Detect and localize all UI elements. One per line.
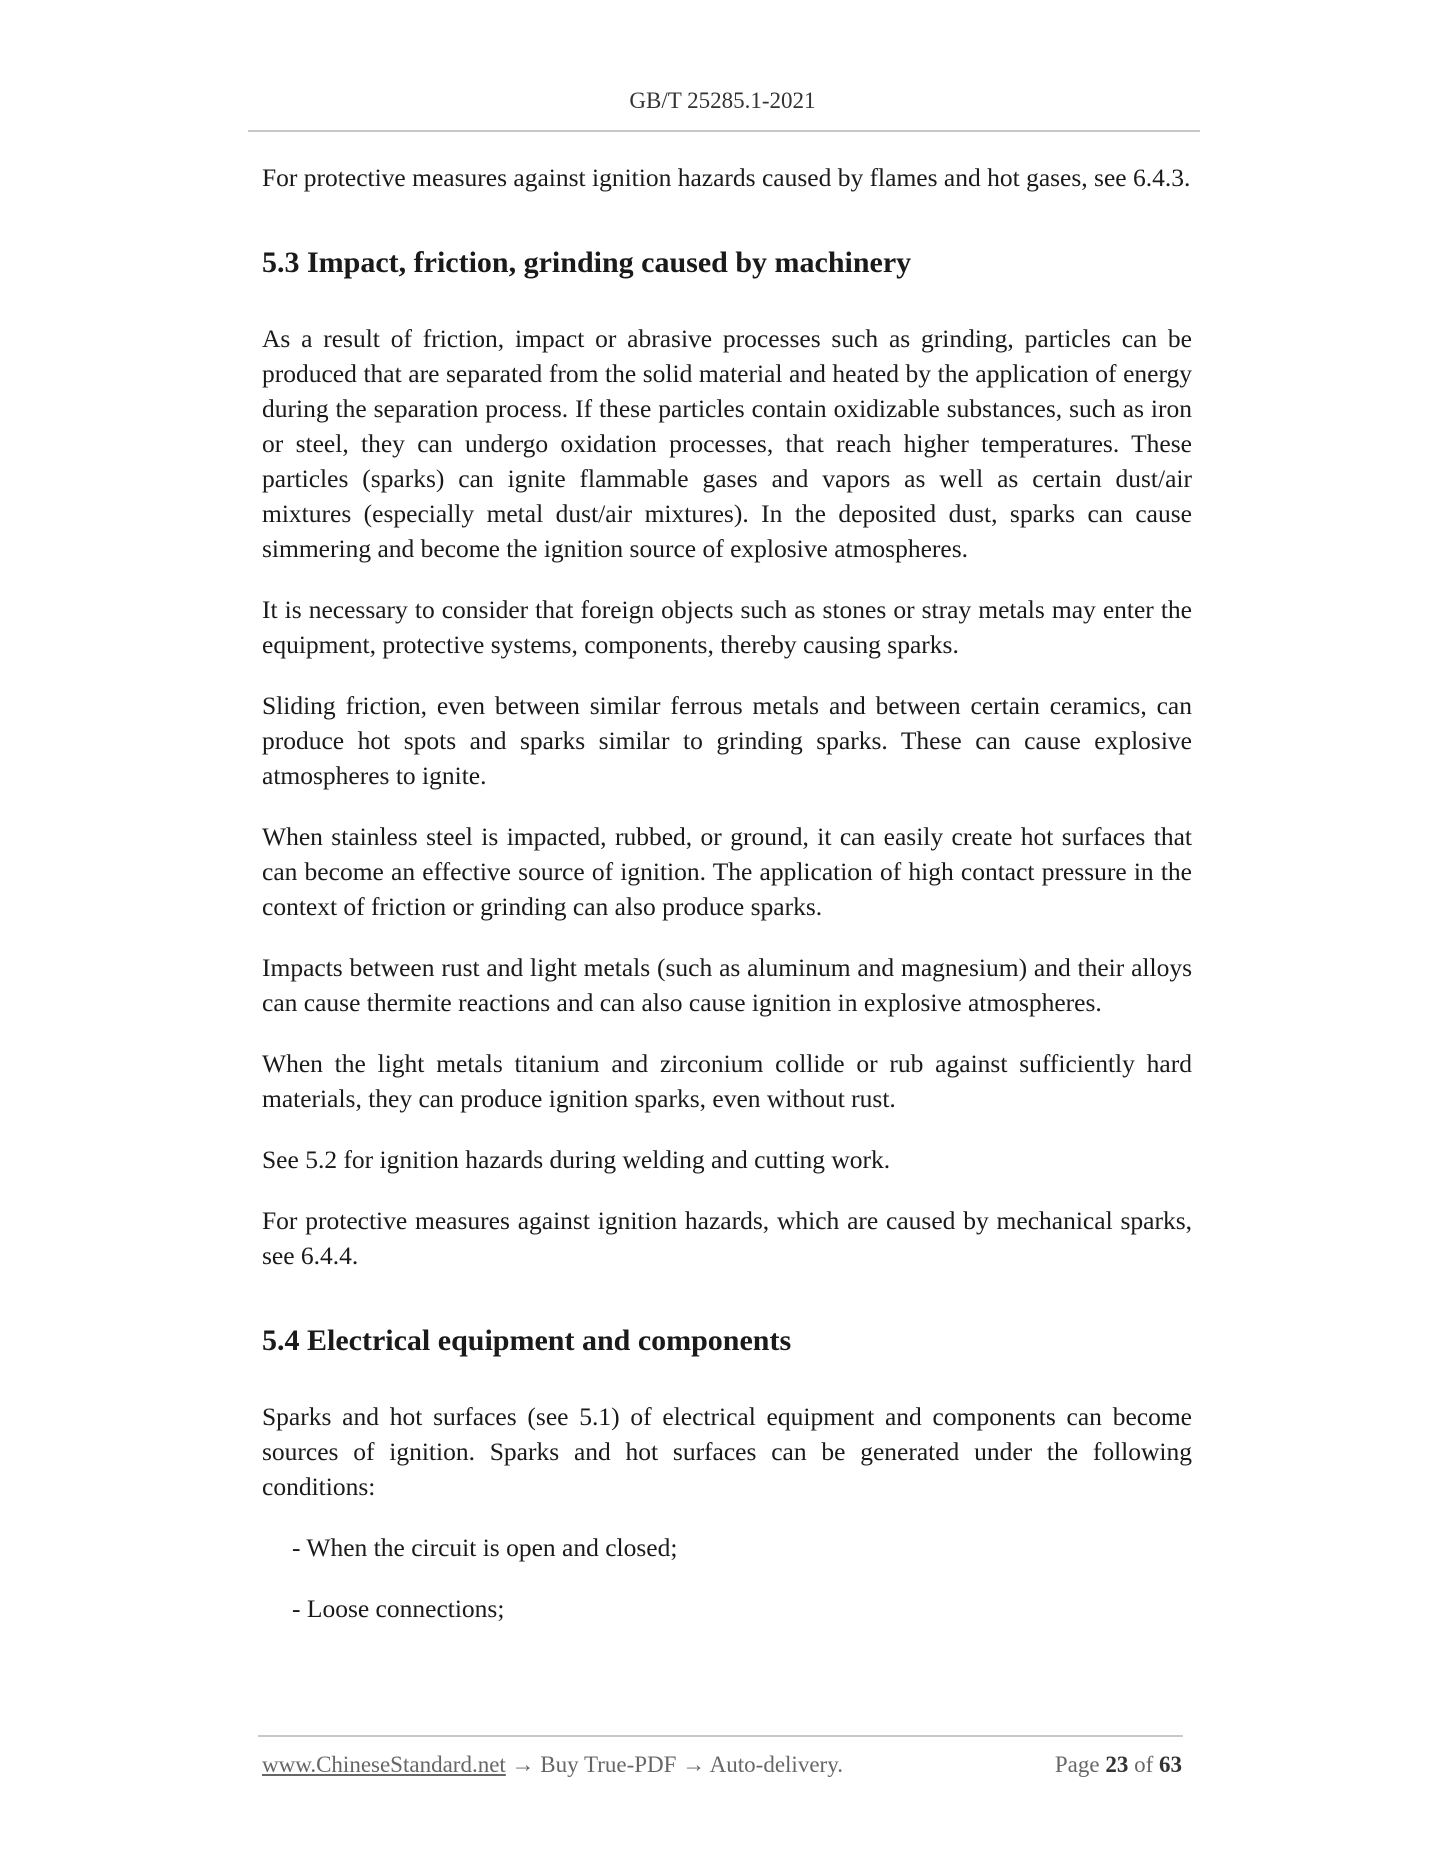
page-content	[262, 160, 1192, 1652]
section-5-4-heading: 5.4 Electrical equipment and components	[262, 1324, 792, 1357]
footer-promo	[262, 1752, 843, 1778]
paragraph: When stainless steel is impacted, rubbed, or ground, it can easily create hot surfaces that can become an effective source of ignition. The application of high contact pressure in the context of friction or grinding can also produce sparks.	[262, 822, 1192, 921]
intro-paragraph: For protective measures against ignition hazards caused by flames and hot gases, see 6.4.3.	[262, 163, 1191, 192]
paragraph: Sparks and hot surfaces (see 5.1) of electrical equipment and components can become sources of ignition. Sparks and hot surfaces can be generated under the following conditions:	[262, 1402, 1192, 1501]
paragraph: When the light metals titanium and zirconium collide or rub against sufficiently hard materials, they can produce ignition sparks, even without rust.	[262, 1049, 1192, 1113]
paragraph: For protective measures against ignition hazards, which are caused by mechanical sparks, see 6.4.4.	[262, 1206, 1192, 1270]
page-label: Page	[1054, 1752, 1100, 1777]
document-code-header: GB/T 25285.1-2021	[629, 88, 816, 113]
of-label: of	[1134, 1752, 1154, 1777]
paragraph: It is necessary to consider that foreign objects such as stones or stray metals may enter the equipment, protective systems, components, thereby causing sparks.	[262, 595, 1192, 659]
buy-text: Buy True-PDF	[540, 1752, 677, 1777]
header-divider	[248, 130, 1200, 132]
arrow-icon: →	[682, 1752, 706, 1777]
footer-divider	[258, 1735, 1183, 1737]
paragraph: As a result of friction, impact or abrasive processes such as grinding, particles can be produced that are separated from the solid material and heated by the application of energy during the separation process. If these particles contain oxidizable substances, such as iron or steel, they can undergo oxidation processes, that reach higher temperatures. These particles (sparks) can ignite flammable gases and vapors as well as certain dust/air mixtures (especially metal dust/air mixtures). In the deposited dust, sparks can cause simmering and become the ignition source of explosive atmospheres.	[262, 324, 1192, 563]
delivery-text: Auto-delivery.	[709, 1752, 843, 1777]
paragraph: See 5.2 for ignition hazards during welding and cutting work.	[262, 1145, 891, 1174]
site-link[interactable]: www.ChineseStandard.net	[262, 1752, 506, 1777]
page-number: 23	[1105, 1752, 1129, 1777]
total-pages: 63	[1159, 1752, 1182, 1777]
paragraph: Sliding friction, even between similar ferrous metals and between certain ceramics, can produce hot spots and sparks similar to grinding sparks. These can cause explosive atmospheres to ignite.	[262, 691, 1192, 790]
page-indicator	[1055, 1752, 1182, 1778]
section-5-3-heading: 5.3 Impact, friction, grinding caused by machinery	[262, 246, 912, 279]
arrow-icon: →	[511, 1752, 535, 1777]
paragraph: Impacts between rust and light metals (such as aluminum and magnesium) and their alloys can cause thermite reactions and can also cause ignition in explosive atmospheres.	[262, 953, 1192, 1017]
list-item: - Loose connections;	[292, 1594, 505, 1623]
list-item: - When the circuit is open and closed;	[292, 1533, 678, 1562]
